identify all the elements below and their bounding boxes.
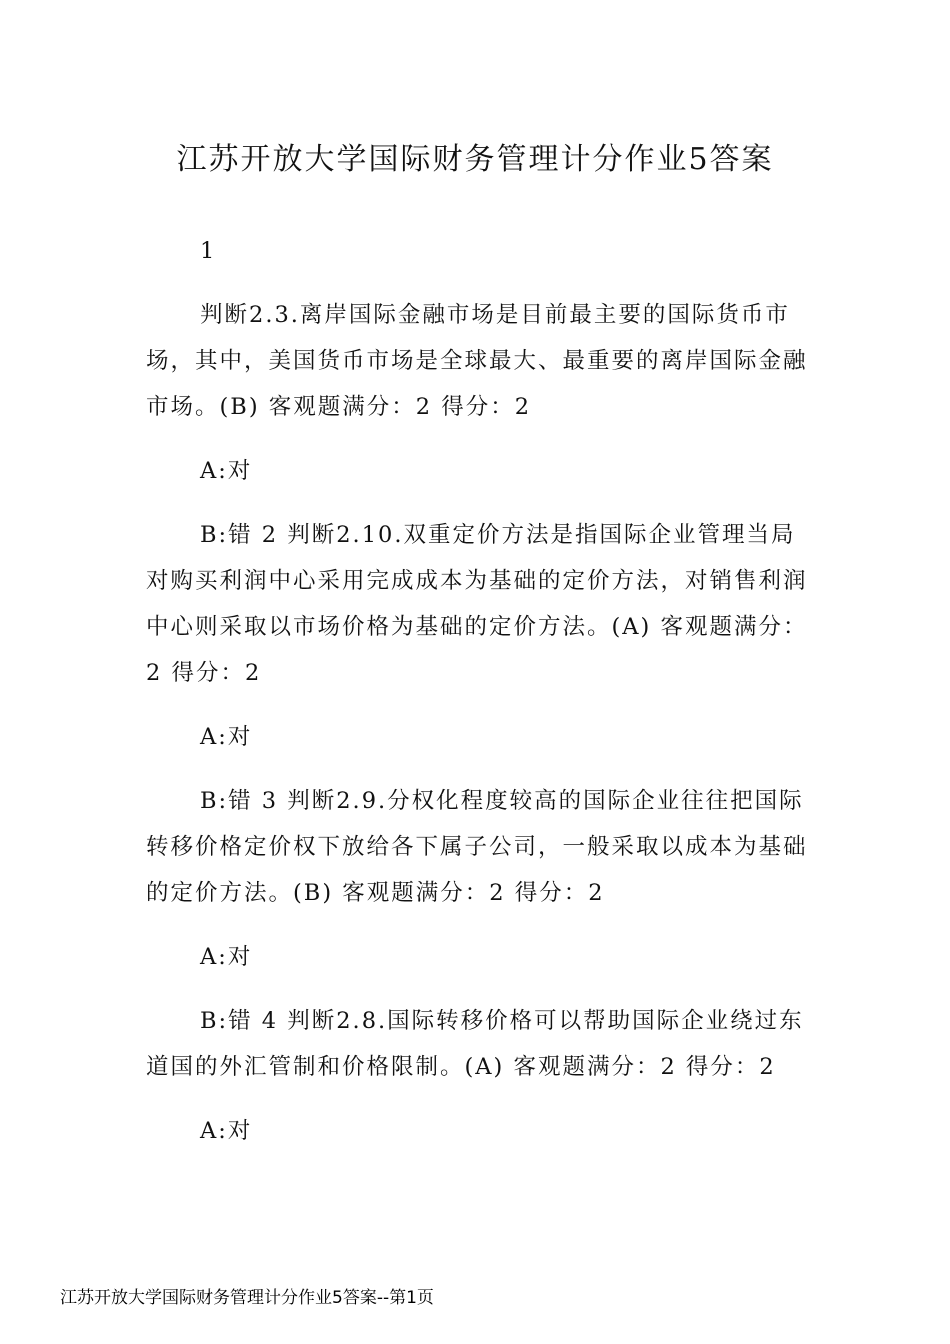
question-paragraph: 判断2.3.离岸国际金融市场是目前最主要的国际货币市场，其中，美国货币市场是全球最大、最重要的离岸国际金融市场。(B) 客观题满分：2 得分：2 [146,302,808,420]
document-body [146,228,810,1172]
question-paragraph: B:错 2 判断2.10.双重定价方法是指国际企业管理当局对购买利润中心采用完成成本为基础的定价方法，对销售利润中心则采取以市场价格为基础的定价方法。(A) 客观题满分：2 得分：2 [146,522,808,686]
question-number: 1 [200,238,217,264]
answer-option: A:对 [200,724,253,750]
answer-option: A:对 [200,1118,253,1144]
page-footer: 江苏开放大学国际财务管理计分作业5答案--第1页 [60,1288,434,1308]
question-paragraph: B:错 3 判断2.9.分权化程度较高的国际企业往往把国际转移价格定价权下放给各下属子公司，一般采取以成本为基础的定价方法。(B) 客观题满分：2 得分：2 [146,788,808,906]
answer-option: A:对 [200,458,253,484]
answer-option: A:对 [200,944,253,970]
document-title: 江苏开放大学国际财务管理计分作业5答案 [176,142,774,177]
question-paragraph: B:错 4 判断2.8.国际转移价格可以帮助国际企业绕过东道国的外汇管制和价格限制。(A) 客观题满分：2 得分：2 [146,1008,804,1080]
